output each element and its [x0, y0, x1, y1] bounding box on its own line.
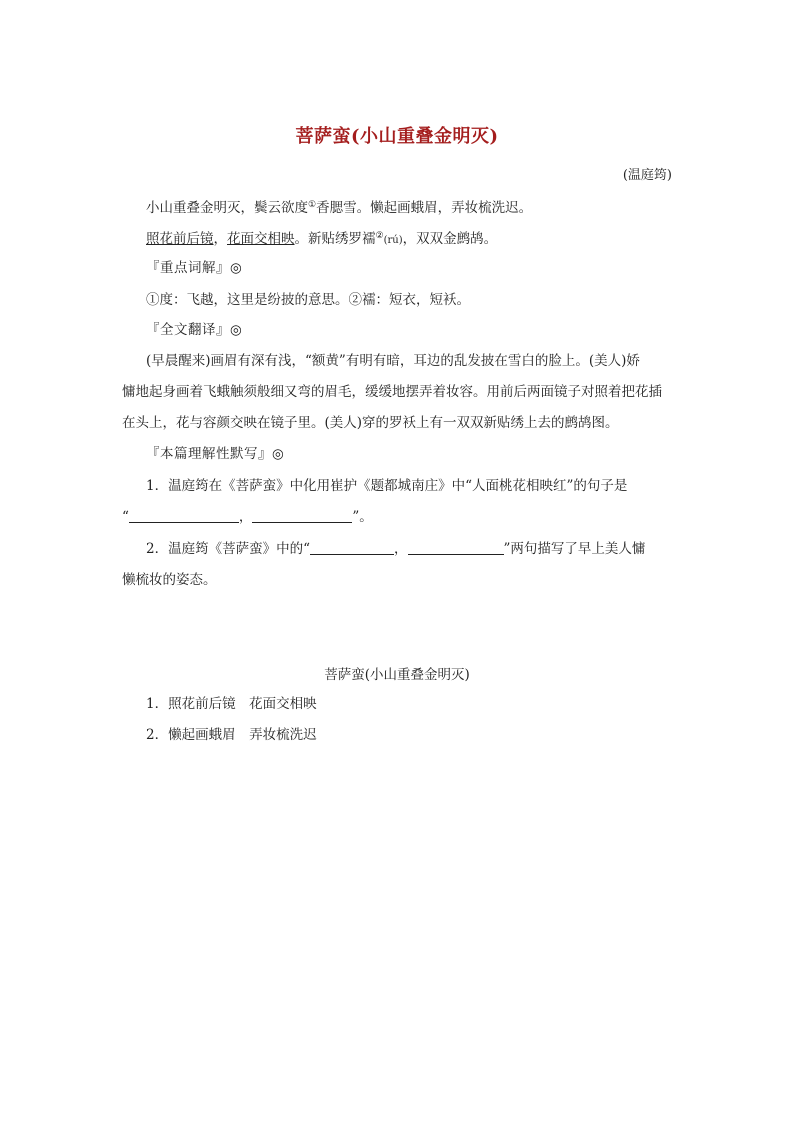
answer-key-title: 菩萨蛮(小山重叠金明灭): [324, 667, 470, 683]
question-2-line-2: 懒梳妆的姿态。: [122, 572, 217, 588]
poem-line-2-underlined-b: 花面交相映: [227, 231, 295, 247]
blank-comma: ，: [238, 509, 253, 525]
answer-1: 1．照花前后镜 花面交相映: [146, 696, 317, 712]
answer-blank-2[interactable]: [252, 508, 352, 523]
poem-line-2: [146, 226, 698, 251]
translation-line-2: 慵地起身画着飞蛾触须般细又弯的眉毛，缓缓地摆弄着妆容。用前后两面镜子对照着把花插: [122, 384, 662, 400]
question-1-line-2: [122, 507, 674, 527]
answer-blank-4[interactable]: [408, 540, 504, 555]
poem-line-2-underlined-a: 照花前后镜: [146, 231, 214, 247]
footnote-marker-1: ①: [308, 200, 317, 210]
poem-line-1-part-b: 香腮雪。懒起画蛾眉，弄妆梳洗迟。: [316, 200, 533, 216]
poem-line-2-sep: ，: [213, 231, 227, 247]
translation-line-3: 在头上，花与容颜交映在镜子里。(美人)穿的罗袄上有一双双新贴绣上去的鹧鸪图。: [122, 415, 619, 431]
poem-line-1: [146, 195, 698, 218]
poem-author: (温庭筠): [622, 168, 672, 183]
footnote-marker-2: ②: [375, 231, 384, 241]
question-2-part-b: ”两句描写了早上美人慵: [503, 541, 646, 557]
section-key-words: 『重点词解』◎: [146, 260, 243, 276]
poem-line-1-part-a: 小山重叠金明灭，鬓云欲度: [146, 200, 308, 216]
section-translation: 『全文翻译』◎: [146, 322, 243, 338]
quote-close: ”。: [352, 509, 373, 525]
question-2-line-1: [146, 539, 698, 559]
pinyin-annotation: (rú): [383, 235, 403, 246]
answer-2: 2．懒起画蛾眉 弄妆梳洗迟: [146, 727, 317, 743]
section-dictation: 『本篇理解性默写』◎: [146, 446, 285, 462]
question-2-part-a: 2．温庭筠《菩萨蛮》中的“: [146, 541, 310, 557]
quote-open: “: [122, 509, 129, 525]
answer-blank-3[interactable]: [310, 540, 394, 555]
translation-line-1: (早晨醒来)画眉有深有浅，“额黄”有明有暗，耳边的乱发披在雪白的脸上。(美人)娇: [146, 353, 640, 369]
question-1-line-1: 1．温庭筠在《菩萨蛮》中化用崔护《题都城南庄》中“人面桃花相映红”的句子是: [146, 478, 628, 494]
answer-blank-1[interactable]: [129, 508, 239, 523]
blank-comma-2: ，: [394, 541, 408, 557]
poem-line-2-part-d: ，双双金鹧鸪。: [402, 231, 498, 247]
poem-title: 菩萨蛮(小山重叠金明灭): [295, 126, 499, 147]
poem-line-2-part-c: 。新贴绣罗襦: [294, 231, 376, 247]
word-notes: ①度：飞越，这里是纷披的意思。②襦：短衣，短袄。: [146, 292, 470, 308]
